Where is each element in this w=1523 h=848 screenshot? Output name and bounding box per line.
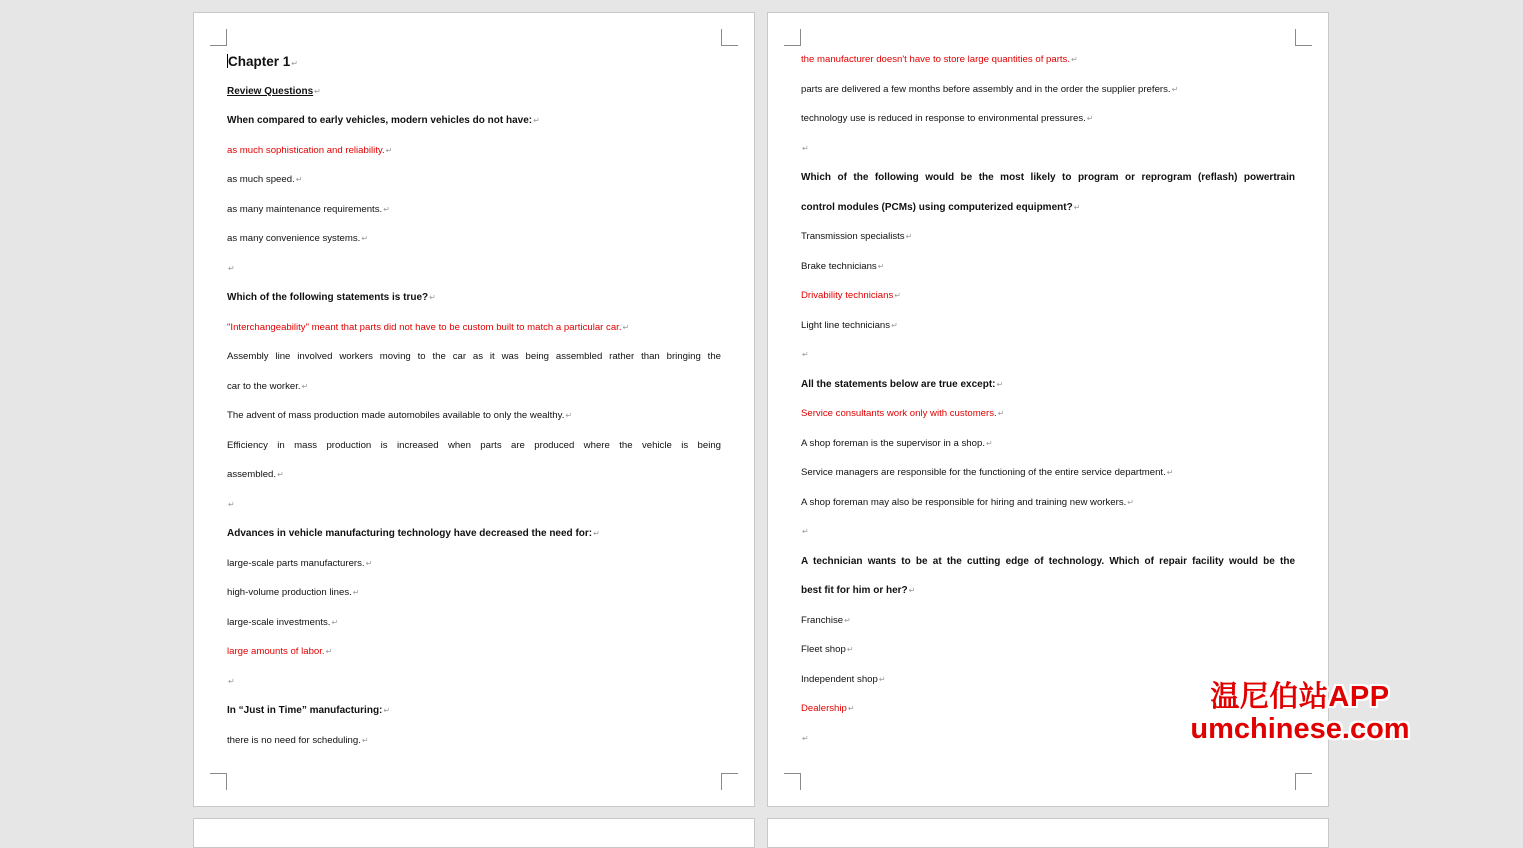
paragraph-line[interactable] <box>227 108 721 138</box>
paragraph-line[interactable] <box>227 462 721 492</box>
paragraph-text: Transmission specialists <box>801 231 905 242</box>
paragraph-line[interactable] <box>801 254 1295 284</box>
paragraph-text: large-scale parts manufacturers. <box>227 557 365 569</box>
paragraph-line[interactable] <box>801 637 1295 667</box>
paragraph-text: All the statements below are true except: <box>801 378 996 390</box>
paragraph-text: as many maintenance requirements. <box>227 203 383 215</box>
paragraph-mark-icon: ↵ <box>228 263 235 273</box>
paragraph-text: as much sophistication and reliability. <box>227 144 385 156</box>
paragraph-line[interactable] <box>227 698 721 728</box>
paragraph-text: assembled. <box>227 469 277 480</box>
paragraph-line[interactable] <box>227 285 721 315</box>
empty-paragraph[interactable] <box>227 669 721 699</box>
paragraph-text: large-scale investments. <box>227 616 331 628</box>
paragraph-line[interactable] <box>227 433 721 463</box>
paragraph-text: Chapter 1 <box>228 54 291 69</box>
paragraph-text: Light line technicians <box>801 319 891 331</box>
paragraph-mark-icon: ↵ <box>365 558 373 568</box>
paragraph-mark-icon: ↵ <box>891 320 898 330</box>
paragraph-line[interactable] <box>801 490 1295 520</box>
paragraph-mark-icon: ↵ <box>361 735 369 745</box>
paragraph-line[interactable] <box>801 106 1295 136</box>
paragraph-line[interactable] <box>801 224 1295 254</box>
paragraph-text: Brake technicians <box>801 260 877 272</box>
page-1-text-body[interactable] <box>227 49 721 757</box>
paragraph-mark-icon: ↵ <box>802 143 809 153</box>
paragraph-mark-icon: ↵ <box>894 291 901 300</box>
paragraph-line[interactable] <box>801 165 1295 195</box>
paragraph-line[interactable] <box>227 374 721 404</box>
paragraph-line[interactable] <box>801 401 1295 431</box>
empty-paragraph[interactable] <box>801 342 1295 372</box>
paragraph-line[interactable] <box>801 608 1295 638</box>
paragraph-text: Drivability technicians <box>801 290 894 301</box>
paragraph-mark-icon: ↵ <box>802 733 809 743</box>
paragraph-line[interactable] <box>227 138 721 168</box>
paragraph-text: technology use is reduced in response to environmental pressures. <box>801 113 1086 124</box>
paragraph-mark-icon: ↵ <box>383 706 391 715</box>
paragraph-mark-icon: ↵ <box>325 647 333 656</box>
paragraph-text: Fleet shop <box>801 644 846 655</box>
document-page-4[interactable] <box>767 818 1329 848</box>
paragraph-line[interactable] <box>227 226 721 256</box>
paragraph-mark-icon: ↵ <box>565 411 573 420</box>
paragraph-mark-icon: ↵ <box>277 470 284 479</box>
paragraph-mark-icon: ↵ <box>1127 497 1134 507</box>
paragraph-line[interactable] <box>227 551 721 581</box>
paragraph-line[interactable] <box>227 167 721 197</box>
paragraph-mark-icon: ↵ <box>291 59 298 68</box>
paragraph-text: Which of the following statements is true? <box>227 292 429 303</box>
paragraph-text: Review Questions <box>227 85 314 97</box>
document-page-1[interactable] <box>193 12 755 807</box>
paragraph-line[interactable] <box>801 313 1295 343</box>
paragraph-mark-icon: ↵ <box>593 529 600 538</box>
paragraph-text: Franchise <box>801 614 844 626</box>
watermark-line-1: 温尼伯站APP <box>1210 681 1390 713</box>
crop-mark-bottom-left <box>784 773 801 790</box>
watermark <box>1180 680 1420 750</box>
paragraph-line[interactable] <box>227 639 721 669</box>
crop-mark-bottom-left <box>210 773 227 790</box>
paragraph-mark-icon: ↵ <box>1071 55 1078 64</box>
paragraph-mark-icon: ↵ <box>905 232 913 241</box>
paragraph-line[interactable] <box>227 79 721 109</box>
paragraph-text: Advances in vehicle manufacturing technology have decreased the need for: <box>227 528 593 539</box>
paragraph-text: Assembly line involved workers moving to the car as it was being assembled rather than bringing the <box>227 351 721 362</box>
paragraph-text: Dealership <box>801 703 847 714</box>
paragraph-text: parts are delivered a few months before assembly and in the order the supplier prefers. <box>801 83 1171 95</box>
paragraph-line[interactable] <box>227 344 721 374</box>
paragraph-text: Which of the following would be the most likely to program or reprogram (reflash) powertrain <box>801 172 1295 183</box>
document-page-3[interactable] <box>193 818 755 848</box>
paragraph-line[interactable] <box>227 403 721 433</box>
paragraph-mark-icon: ↵ <box>847 704 855 713</box>
paragraph-text: high-volume production lines. <box>227 587 352 598</box>
paragraph-text: "Interchangeability" meant that parts did not have to be custom built to match a particular car. <box>227 321 622 333</box>
paragraph-text: Service managers are responsible for the functioning of the entire service department. <box>801 467 1166 478</box>
paragraph-line[interactable] <box>801 431 1295 461</box>
paragraph-line[interactable] <box>227 197 721 227</box>
empty-paragraph[interactable] <box>801 519 1295 549</box>
paragraph-mark-icon: ↵ <box>301 381 309 391</box>
paragraph-line[interactable] <box>801 460 1295 490</box>
paragraph-mark-icon: ↵ <box>985 438 993 448</box>
paragraph-mark-icon: ↵ <box>997 409 1005 418</box>
paragraph-text: Service consultants work only with customers. <box>801 408 997 419</box>
paragraph-text: control modules (PCMs) using computerized equipment? <box>801 201 1073 213</box>
paragraph-mark-icon: ↵ <box>878 674 886 684</box>
paragraph-mark-icon: ↵ <box>383 204 390 214</box>
paragraph-line[interactable] <box>227 521 721 551</box>
page-2-text-body[interactable] <box>801 47 1295 755</box>
paragraph-text: there is no need for scheduling. <box>227 734 361 746</box>
paragraph-line[interactable] <box>801 283 1295 313</box>
paragraph-line[interactable] <box>227 580 721 610</box>
paragraph-line[interactable] <box>801 195 1295 225</box>
paragraph-text: In “Just in Time” manufacturing: <box>227 705 383 716</box>
paragraph-text: best fit for him or her? <box>801 585 908 596</box>
paragraph-mark-icon: ↵ <box>533 116 540 125</box>
crop-mark-top-right <box>721 29 738 46</box>
paragraph-line[interactable] <box>227 610 721 640</box>
paragraph-line[interactable] <box>227 49 721 79</box>
paragraph-mark-icon: ↵ <box>331 617 339 627</box>
paragraph-mark-icon: ↵ <box>802 527 809 536</box>
paragraph-mark-icon: ↵ <box>352 588 360 597</box>
paragraph-mark-icon: ↵ <box>228 676 235 686</box>
paragraph-mark-icon: ↵ <box>1073 202 1081 212</box>
paragraph-mark-icon: ↵ <box>1166 468 1174 477</box>
paragraph-mark-icon: ↵ <box>429 293 436 302</box>
paragraph-text: A technician wants to be at the cutting edge of technology. Which of repair facility would be the <box>801 555 1295 567</box>
watermark-line-2: umchinese.com <box>1190 713 1410 745</box>
empty-paragraph[interactable] <box>227 492 721 522</box>
crop-mark-bottom-right <box>1295 773 1312 790</box>
paragraph-mark-icon: ↵ <box>1086 114 1094 123</box>
crop-mark-top-left <box>784 29 801 46</box>
paragraph-text: large amounts of labor. <box>227 646 325 657</box>
crop-mark-top-right <box>1295 29 1312 46</box>
paragraph-text: as much speed. <box>227 174 295 185</box>
paragraph-mark-icon: ↵ <box>877 261 885 271</box>
paragraph-mark-icon: ↵ <box>1171 84 1179 94</box>
empty-paragraph[interactable] <box>227 256 721 286</box>
paragraph-mark-icon: ↵ <box>385 145 393 155</box>
crop-mark-bottom-right <box>721 773 738 790</box>
paragraph-mark-icon: ↵ <box>622 322 630 332</box>
empty-paragraph[interactable] <box>801 136 1295 166</box>
paragraph-mark-icon: ↵ <box>844 615 851 625</box>
paragraph-line[interactable] <box>801 549 1295 579</box>
crop-mark-top-left <box>210 29 227 46</box>
paragraph-text: A shop foreman is the supervisor in a shop. <box>801 437 985 449</box>
paragraph-text: A shop foreman may also be responsible for hiring and training new workers. <box>801 496 1127 508</box>
paragraph-mark-icon: ↵ <box>314 86 321 96</box>
paragraph-text: Efficiency in mass production is increased when parts are produced where the vehicle is being <box>227 439 721 451</box>
paragraph-mark-icon: ↵ <box>361 234 369 243</box>
paragraph-mark-icon: ↵ <box>228 499 235 509</box>
paragraph-text: as many convenience systems. <box>227 233 361 244</box>
paragraph-text: car to the worker. <box>227 380 301 392</box>
paragraph-mark-icon: ↵ <box>846 645 854 654</box>
paragraph-mark-icon: ↵ <box>295 175 303 184</box>
paragraph-line[interactable] <box>801 47 1295 77</box>
paragraph-text: Independent shop <box>801 673 878 685</box>
paragraph-mark-icon: ↵ <box>996 379 1004 389</box>
paragraph-line[interactable] <box>801 77 1295 107</box>
paragraph-line[interactable] <box>801 578 1295 608</box>
paragraph-mark-icon: ↵ <box>802 350 809 359</box>
paragraph-text: The advent of mass production made automobiles available to only the wealthy. <box>227 410 565 421</box>
paragraph-text: When compared to early vehicles, modern vehicles do not have: <box>227 115 533 126</box>
paragraph-text: the manufacturer doesn't have to store large quantities of parts. <box>801 54 1071 65</box>
paragraph-line[interactable] <box>801 372 1295 402</box>
paragraph-mark-icon: ↵ <box>908 586 916 595</box>
paragraph-line[interactable] <box>227 315 721 345</box>
paragraph-line[interactable] <box>227 728 721 758</box>
